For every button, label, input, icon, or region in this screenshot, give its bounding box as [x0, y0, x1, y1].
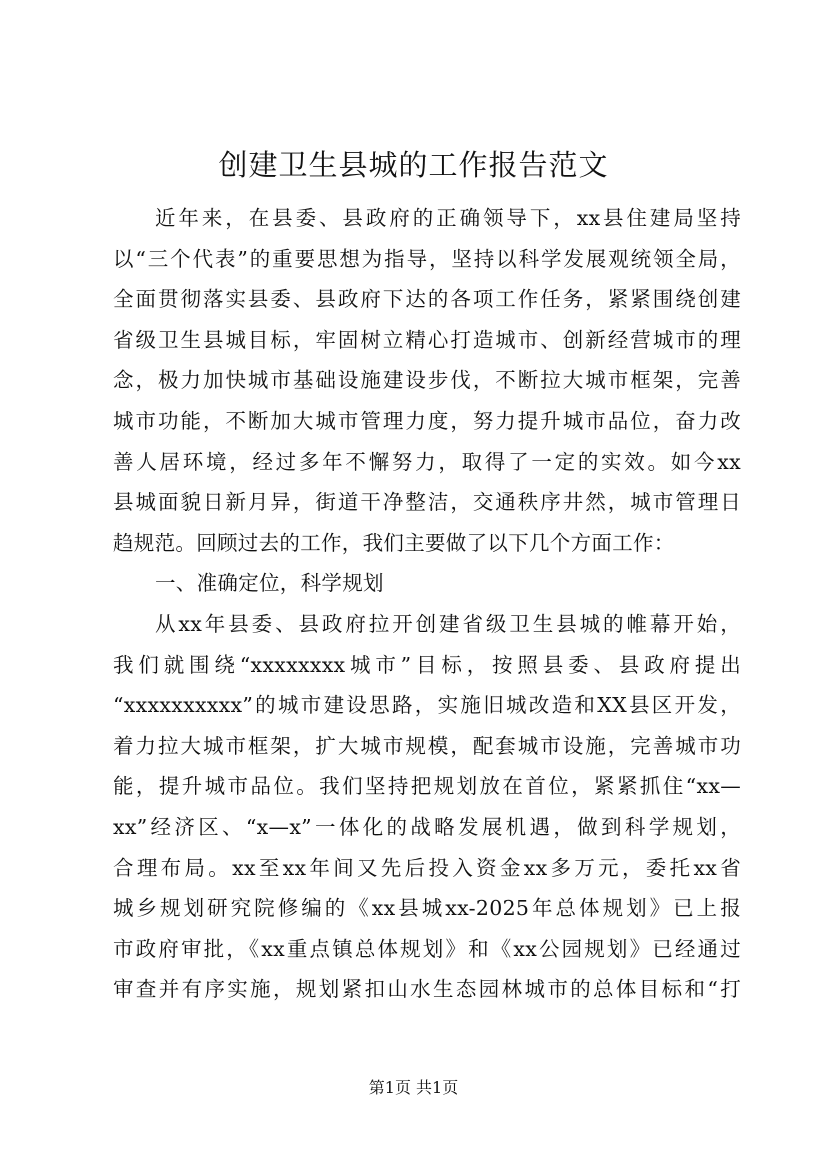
page-number-footer: 第1页 共1页 [368, 1078, 459, 1097]
section-heading: 一、准确定位，科学规划 [155, 571, 384, 596]
document-body [113, 198, 741, 1010]
paragraph-line: xx”经济区、“x—x”一体化的战略发展机遇，做到科学规划， [113, 814, 741, 839]
paragraph-line: 近年来，在县委、县政府的正确领导下，xx县住建局坚持 [155, 206, 741, 230]
paragraph-line: “xxxxxxxxxx”的城市建设思路，实施旧城改造和XX县区开发， [113, 693, 741, 718]
paragraph-line: 能，提升城市品位。我们坚持把规划放在首位，紧紧抓住“xx— [113, 774, 741, 799]
paragraph-line: 市政府审批，《xx重点镇总体规划》和《xx公园规划》已经通过 [113, 936, 741, 961]
paragraph-line: 合理布局。xx至xx年间又先后投入资金xx多万元，委托xx省 [113, 855, 741, 880]
paragraph-line: 城乡规划研究院修编的《xx县城xx-2025年总体规划》已上报 [113, 896, 741, 921]
paragraph-line: 善人居环境，经过多年不懈努力，取得了一定的实效。如今xx [113, 449, 741, 474]
paragraph-line: 以“三个代表”的重要思想为指导，坚持以科学发展观统领全局， [113, 246, 741, 271]
paragraph-line: 县城面貌日新月异，街道干净整洁，交通秩序井然，城市管理日 [113, 490, 741, 515]
document-title: 创建卫生县城的工作报告范文 [218, 148, 609, 182]
paragraph-line: 城市功能，不断加大城市管理力度，努力提升城市品位，奋力改 [113, 408, 741, 433]
paragraph-line: 审查并有序实施，规划紧扣山水生态园林城市的总体目标和“打 [113, 977, 741, 1002]
paragraph-line: 全面贯彻落实县委、县政府下达的各项工作任务，紧紧围绕创建 [113, 287, 741, 312]
paragraph-line: 我们就围绕“xxxxxxxx城市”目标，按照县委、县政府提出 [113, 652, 741, 677]
paragraph-line: 念，极力加快城市基础设施建设步伐，不断拉大城市框架，完善 [113, 368, 741, 393]
paragraph-line: 趋规范。回顾过去的工作，我们主要做了以下几个方面工作： [113, 530, 675, 555]
paragraph-line: 省级卫生县城目标，牢固树立精心打造城市、创新经营城市的理 [113, 327, 741, 352]
paragraph-line: 着力拉大城市框架，扩大城市规模，配套城市设施，完善城市功 [113, 733, 741, 758]
paragraph-line: 从xx年县委、县政府拉开创建省级卫生县城的帷幕开始， [155, 611, 741, 636]
